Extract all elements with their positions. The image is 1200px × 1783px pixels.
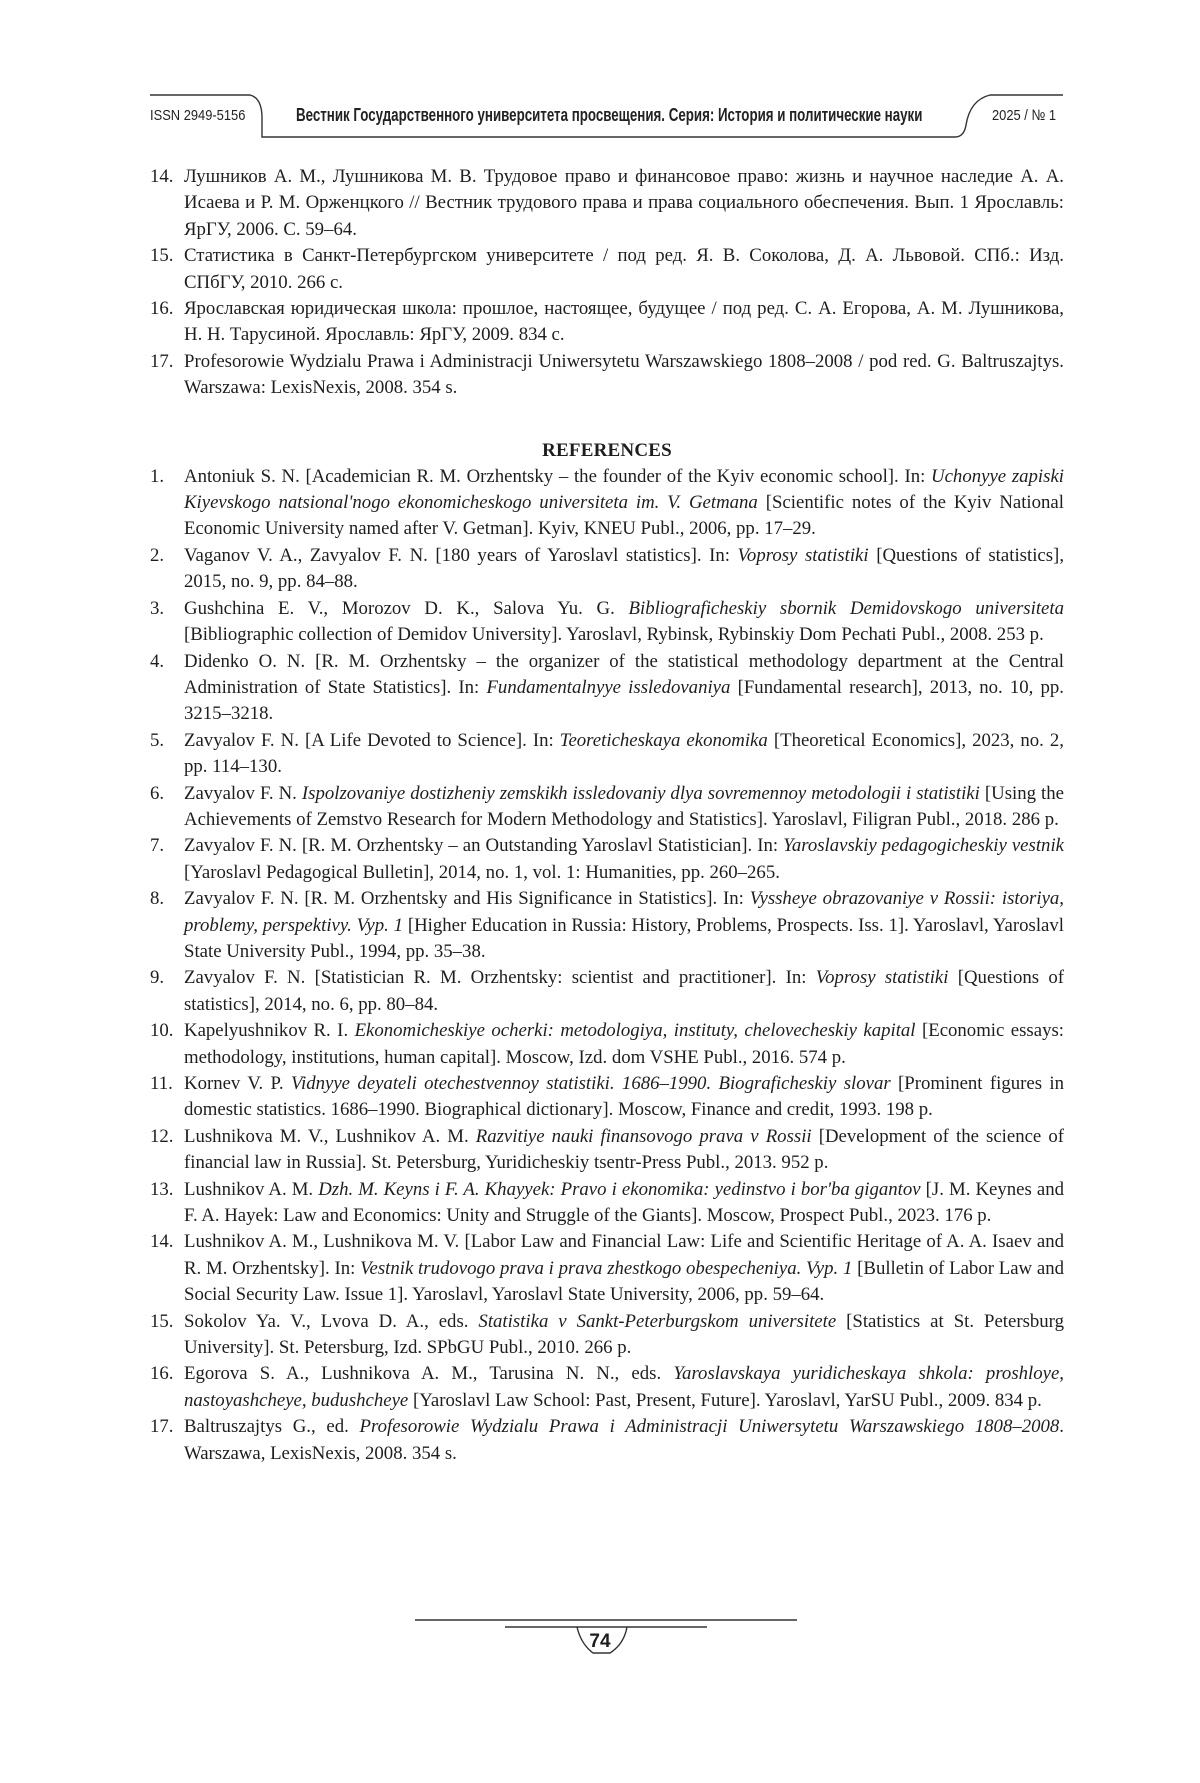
reference-text: Gushchina E. V., Morozov D. K., Salova Yu. G. bbox=[184, 597, 629, 619]
reference-text: [Yaroslavl Law School: Past, Present, Future]. Yaroslavl, YarSU Publ., 2009. 834 p. bbox=[408, 1389, 1042, 1411]
reference-text: Zavyalov F. N. [Statistician R. M. Orzhentsky: scientist and practitioner]. In: bbox=[184, 967, 816, 989]
reference-number: 8. bbox=[150, 888, 165, 910]
reference-item bbox=[150, 728, 1064, 781]
reference-text: [Bulletin of Labor Law and Social Security Law. Issue 1]. Yaroslavl, Yaroslavl State University, 2006, pp. 59–64. bbox=[184, 1257, 1064, 1306]
reference-text: Egorova S. A., Lushnikova A. M., Tarusina N. N., eds. bbox=[184, 1363, 674, 1385]
reference-text: Profesorowie Wydzialu Prawa i Administracji Uniwersytetu Warszawskiego 1808–2008 / pod red. G. Baltruszajtys. Warszawa: LexisNexis, 2008. 354 s. bbox=[184, 350, 1064, 399]
reference-number: 16. bbox=[150, 298, 174, 320]
header-frame-lines bbox=[0, 0, 1200, 150]
reference-item bbox=[150, 349, 1064, 402]
reference-item bbox=[150, 1414, 1064, 1467]
reference-italic-title: Ispolzovaniye dostizheniy zemskikh issledovaniy dlya sovremennoy metodologii i statistiki bbox=[301, 782, 980, 804]
reference-italic-title: Vestnik trudovogo prava i prava zhestkogo obespecheniya. Vyp. 1 bbox=[360, 1257, 853, 1279]
reference-number: 6. bbox=[150, 782, 165, 804]
reference-text: [Development of the science of financial law in Russia]. St. Petersburg, Yuridicheskiy tsentr-Press Publ., 2013. 952 p. bbox=[184, 1125, 1065, 1174]
issn-label: ISSN 2949-5156 bbox=[150, 107, 246, 124]
reference-text: Ярославская юридическая школа: прошлое, настоящее, будущее / под ред. С. А. Егорова, А. М. Лушникова, Н. Н. Тарусиной. Ярославль: ЯрГУ, 2009. 834 с. bbox=[184, 298, 1064, 346]
reference-text: Лушников А. М., Лушникова М. В. Трудовое право и финансовое право: жизнь и научное наследие А. А. Исаева и Р. М. Орженцкого // Вестник трудового права и права социального обеспечения. Вып. 1 Ярославль: ЯрГУ, 2006. С. 59–64. bbox=[184, 166, 1064, 240]
reference-number: 15. bbox=[150, 245, 174, 267]
reference-text: Zavyalov F. N. [R. M. Orzhentsky – an Outstanding Yaroslavl Statistician]. In: bbox=[184, 835, 784, 857]
reference-number: 9. bbox=[150, 967, 165, 989]
reference-italic-title: Vidnyye deyateli otechestvennoy statistiki. 1686–1990. Biograficheskiy slovar bbox=[290, 1073, 891, 1094]
reference-item bbox=[150, 1229, 1064, 1308]
reference-number: 1. bbox=[150, 465, 165, 487]
reference-number: 17. bbox=[150, 1416, 174, 1438]
reference-item bbox=[150, 886, 1064, 965]
page-number: 74 bbox=[589, 1631, 611, 1652]
reference-text: Kapelyushnikov R. I. bbox=[184, 1020, 355, 1042]
reference-item bbox=[150, 1018, 1064, 1071]
reference-italic-title: Dzh. M. Keyns i F. A. Khayyek: Pravo i ekonomika: yedinstvo i bor'ba gigantov bbox=[318, 1178, 921, 1200]
reference-number: 16. bbox=[150, 1363, 174, 1385]
reference-text: [Statistics at St. Petersburg University]. St. Petersburg, Izd. SPbGU Publ., 2010. 266 p. bbox=[184, 1310, 1064, 1359]
reference-number: 17. bbox=[150, 350, 174, 372]
reference-text: Статистика в Санкт-Петербургском университете / под ред. Я. В. Соколова, Д. А. Львовой. СПб.: Изд. СПбГУ, 2010. 266 с. bbox=[184, 245, 1064, 293]
reference-text: [Yaroslavl Pedagogical Bulletin], 2014, no. 1, vol. 1: Humanities, pp. 260–265. bbox=[184, 861, 780, 883]
running-header bbox=[0, 0, 1200, 150]
reference-text: [Bibliographic collection of Demidov University]. Yaroslavl, Rybinsk, Rybinskiy Dom Pechati Publ., 2008. 253 p. bbox=[184, 624, 1044, 646]
reference-text: [Higher Education in Russia: History, Problems, Prospects. Iss. 1]. Yaroslavl, Yaroslavl State University Publ., 1994, pp. 35–38. bbox=[184, 914, 1064, 962]
reference-item bbox=[150, 296, 1064, 349]
reference-italic-title: Bibliograficheskiy sbornik Demidovskogo universiteta bbox=[628, 597, 1064, 619]
english-reference-list bbox=[150, 464, 1064, 1467]
reference-number: 5. bbox=[150, 729, 165, 751]
reference-number: 10. bbox=[150, 1020, 174, 1042]
reference-text: Sokolov Ya. V., Lvova D. A., eds. bbox=[184, 1310, 479, 1332]
reference-number: 13. bbox=[150, 1178, 174, 1200]
reference-number: 14. bbox=[150, 166, 174, 187]
reference-italic-title: Vyssheye obrazovaniye v Rossii: istoriya, problemy, perspektivy. Vyp. 1 bbox=[184, 888, 1064, 936]
reference-number: 14. bbox=[150, 1231, 174, 1253]
reference-text: Baltruszajtys G., ed. bbox=[184, 1416, 360, 1438]
reference-number: 3. bbox=[150, 597, 165, 619]
reference-item bbox=[150, 464, 1064, 543]
reference-text: [Economic essays: methodology, institutions, human capital]. Moscow, Izd. dom VSHE Publ., 2016. 574 p. bbox=[184, 1020, 1064, 1068]
reference-item bbox=[150, 1309, 1064, 1362]
reference-text: Lushnikov A. M., Lushnikova M. V. [Labor Law and Financial Law: Life and Scientific Heritage of A. A. Isaev and R. M. Orzhentsky]. In: bbox=[184, 1231, 1064, 1279]
reference-number: 4. bbox=[150, 650, 165, 672]
reference-item bbox=[150, 596, 1064, 649]
reference-italic-title: Teoreticheskaya ekonomika bbox=[559, 729, 768, 751]
reference-number: 11. bbox=[150, 1073, 173, 1094]
reference-number: 7. bbox=[150, 835, 165, 857]
reference-italic-title: Yaroslavskiy pedagogicheskiy vestnik bbox=[783, 835, 1064, 857]
reference-text: [Theoretical Economics], 2023, no. 2, pp. 114–130. bbox=[184, 729, 1065, 778]
reference-text: [Fundamental research], 2013, no. 10, pp. 3215–3218. bbox=[184, 676, 1064, 725]
reference-italic-title: Ekonomicheskiye ocherki: metodologiya, instituty, chelovecheskiy kapital bbox=[354, 1020, 916, 1042]
reference-text: [Questions of statistics], 2014, no. 6, pp. 80–84. bbox=[184, 967, 1065, 1015]
issue-label: 2025 / № 1 bbox=[992, 107, 1057, 124]
reference-text: Zavyalov F. N. [R. M. Orzhentsky and His Significance in Statistics]. In: bbox=[184, 888, 750, 910]
reference-text: Antoniuk S. N. [Academician R. M. Orzhentsky – the founder of the Kyiv economic school]. In: bbox=[184, 465, 932, 487]
reference-item bbox=[150, 1071, 1064, 1124]
reference-text: [Questions of statistics], 2015, no. 9, pp. 84–88. bbox=[184, 544, 1065, 593]
reference-italic-title: Voprosy statistiki bbox=[737, 544, 869, 566]
russian-reference-list bbox=[150, 164, 1064, 402]
reference-item bbox=[150, 1177, 1064, 1230]
page-content bbox=[150, 164, 1064, 1467]
reference-item bbox=[150, 543, 1064, 596]
reference-text: [Scientific notes of the Kyiv National Economic University named after V. Getman]. Kyiv, KNEU Publ., 2006, pp. 17–29. bbox=[184, 492, 1064, 540]
reference-number: 2. bbox=[150, 544, 165, 566]
reference-italic-title: Statistika v Sankt-Peterburgskom universitete bbox=[478, 1310, 837, 1332]
reference-text: Zavyalov F. N. bbox=[184, 782, 302, 804]
reference-italic-title: Uchonyye zapiski Kiyevskogo natsional'nogo ekonomicheskogo universiteta im. V. Getmana bbox=[184, 465, 1064, 514]
reference-text: Kornev V. P. bbox=[184, 1073, 291, 1094]
reference-text: Vaganov V. A., Zavyalov F. N. [180 years of Yaroslavl statistics]. In: bbox=[184, 544, 738, 566]
reference-item bbox=[150, 833, 1064, 886]
reference-italic-title: Fundamentalnyye issledovaniya bbox=[486, 676, 731, 698]
reference-text: Lushnikova M. V., Lushnikov A. M. bbox=[184, 1125, 476, 1147]
reference-text: [Prominent figures in domestic statistics. 1686–1990. Biographical dictionary]. Moscow, Finance and credit, 1993. 198 p. bbox=[184, 1073, 1064, 1121]
reference-text: [J. M. Keynes and F. A. Hayek: Law and Economics: Unity and Struggle of the Giants]. Moscow, Prospect Publ., 2023. 176 p. bbox=[184, 1178, 1064, 1227]
reference-italic-title: Profesorowie Wydzialu Prawa i Administracji Uniwersytetu Warszawskiego 1808–2008 bbox=[359, 1416, 1060, 1438]
reference-italic-title: Razvitiye nauki finansovogo prava v Rossii bbox=[475, 1125, 812, 1147]
journal-title: Вестник Государственного университета просвещения. Серия: История и политические науки bbox=[296, 105, 923, 125]
reference-item bbox=[150, 781, 1064, 834]
reference-item bbox=[150, 965, 1064, 1018]
reference-item bbox=[150, 243, 1064, 296]
reference-text: Lushnikov A. M. bbox=[184, 1178, 319, 1200]
reference-text: . Warszawa, LexisNexis, 2008. 354 s. bbox=[184, 1416, 1064, 1464]
reference-text: Didenko O. N. [R. M. Orzhentsky – the organizer of the statistical methodology department at the Central Administration of State Statistics]. In: bbox=[184, 650, 1064, 698]
reference-text: [Using the Achievements of Zemstvo Research for Modern Methodology and Statistics]. Yaroslavl, Filigran Publ., 2018. 286 p. bbox=[184, 782, 1064, 830]
reference-item bbox=[150, 649, 1064, 728]
reference-item bbox=[150, 164, 1064, 243]
reference-number: 12. bbox=[150, 1125, 174, 1147]
references-heading: REFERENCES bbox=[542, 439, 672, 461]
reference-text: Zavyalov F. N. [A Life Devoted to Science]. In: bbox=[184, 729, 560, 751]
reference-item bbox=[150, 1361, 1064, 1414]
reference-italic-title: Yaroslavskaya yuridicheskaya shkola: proshloye, nastoyashcheye, budushcheye bbox=[184, 1363, 1064, 1411]
reference-item bbox=[150, 1124, 1064, 1177]
reference-italic-title: Voprosy statistiki bbox=[815, 967, 949, 989]
reference-number: 15. bbox=[150, 1310, 174, 1332]
